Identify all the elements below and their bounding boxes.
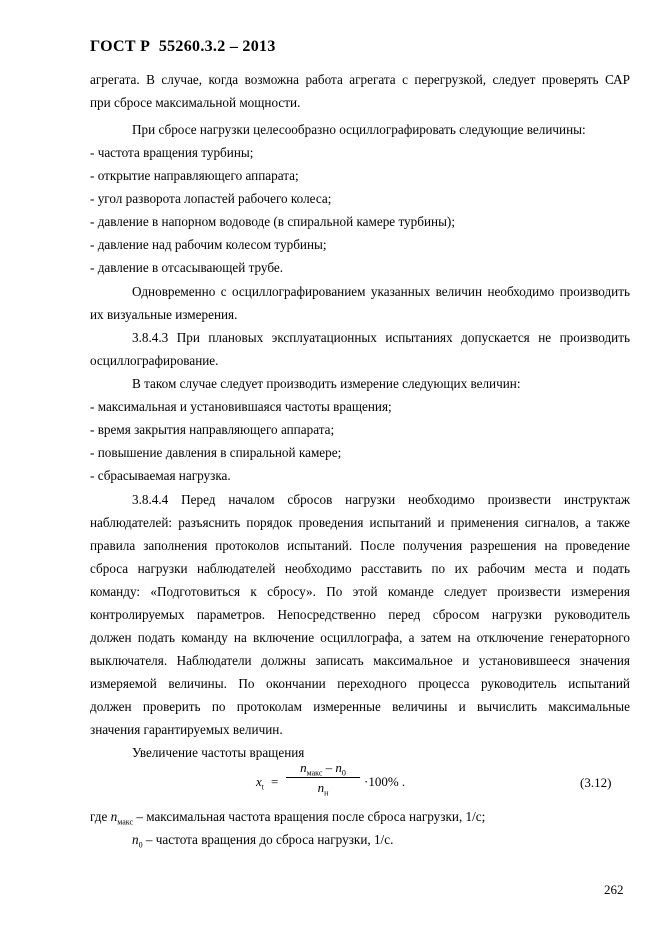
text-line: Увеличение частоты вращения [132, 745, 305, 760]
formula-denominator: $n_н$ [317, 780, 329, 798]
list-item: - время закрытия направляющего аппарата; [90, 422, 335, 437]
list-item: - давление в напорном водоводе (в спиральной камере турбины); [90, 214, 455, 229]
text-line: их визуальные измерения. [90, 307, 238, 322]
text-line: наблюдателей: разъяснить порядок проведения испытаний и применения сигналов, а также [90, 515, 630, 530]
text-line: агрегата. В случае, когда возможна работа агрегата с перегрузкой, следует проверять САР [90, 72, 630, 87]
list-item: - повышение давления в спиральной камере; [90, 445, 342, 460]
fraction-bar [286, 777, 360, 778]
section-3-8-4-3: 3.8.4.3 При плановых эксплуатационных испытаниях допускается не производить [132, 330, 630, 345]
text-line: значения гарантируемых величин. [90, 722, 283, 737]
list-item: - частота вращения турбины; [90, 145, 254, 160]
formula-lhs: $x_t$ [256, 774, 265, 792]
list-item: - угол разворота лопастей рабочего колеса; [90, 191, 332, 206]
text-line: должен подать команду на включение осциллографа, а затем на отключение генераторного [90, 630, 630, 645]
text-line: При сбросе нагрузки целесообразно осциллографировать следующие величины: [132, 122, 586, 137]
section-3-8-4-4: 3.8.4.4 Перед началом сбросов нагрузки необходимо произвести инструктаж [132, 492, 630, 507]
formula-fraction [286, 760, 360, 798]
list-item: - давление над рабочим колесом турбины; [90, 237, 327, 252]
text-line: измеряемой величины. По окончании переходного процесса руководитель испытаний [90, 676, 630, 691]
document-header: ГОСТ Р 55260.3.2 – 2013 [90, 38, 276, 55]
text-line: выключателя. Наблюдатели должны записать максимальное и установившееся значения [90, 653, 630, 668]
where-definition-n0: $n_0$ – частота вращения до сброса нагрузки, 1/с. [132, 832, 394, 850]
where-definition-nmax: где $n_{макс}$ – максимальная частота вращения после сброса нагрузки, 1/с; [90, 809, 486, 827]
text-line: сброса нагрузки наблюдателей необходимо расставить по их рабочим места и подать [90, 561, 630, 576]
list-item: - открытие направляющего аппарата; [90, 168, 299, 183]
text-line: при сбросе максимальной мощности. [90, 95, 301, 110]
page-number: 262 [604, 882, 624, 897]
formula-3-12 [256, 760, 456, 806]
text-line: Одновременно с осциллографированием указанных величин необходимо производить [132, 284, 630, 299]
text-line: правила заполнения протоколов испытаний. После получения разрешения на проведение [90, 538, 630, 553]
text-line: должен проверить по протоколам измеренные величины и вычислить максимальные [90, 699, 630, 714]
text-line: В таком случае следует производить измерение следующих величин: [132, 376, 521, 391]
text-line: команду: «Подготовиться к сбросу». По этой команде следует произвести измерения [90, 584, 630, 599]
formula-tail: ·100% . [364, 774, 406, 789]
formula-numerator: $n_{макс} - n_0$ [300, 760, 346, 778]
list-item: - давление в отсасывающей трубе. [90, 260, 284, 275]
text-line: осциллографирование. [90, 353, 219, 368]
text-line: контролируемых параметров. Непосредственно перед сбросом нагрузки руководитель [90, 607, 630, 622]
list-item: - максимальная и установившаяся частоты вращения; [90, 399, 392, 414]
equation-number: (3.12) [580, 775, 612, 790]
formula-equals: = [271, 774, 279, 789]
list-item: - сбрасываемая нагрузка. [90, 468, 231, 483]
